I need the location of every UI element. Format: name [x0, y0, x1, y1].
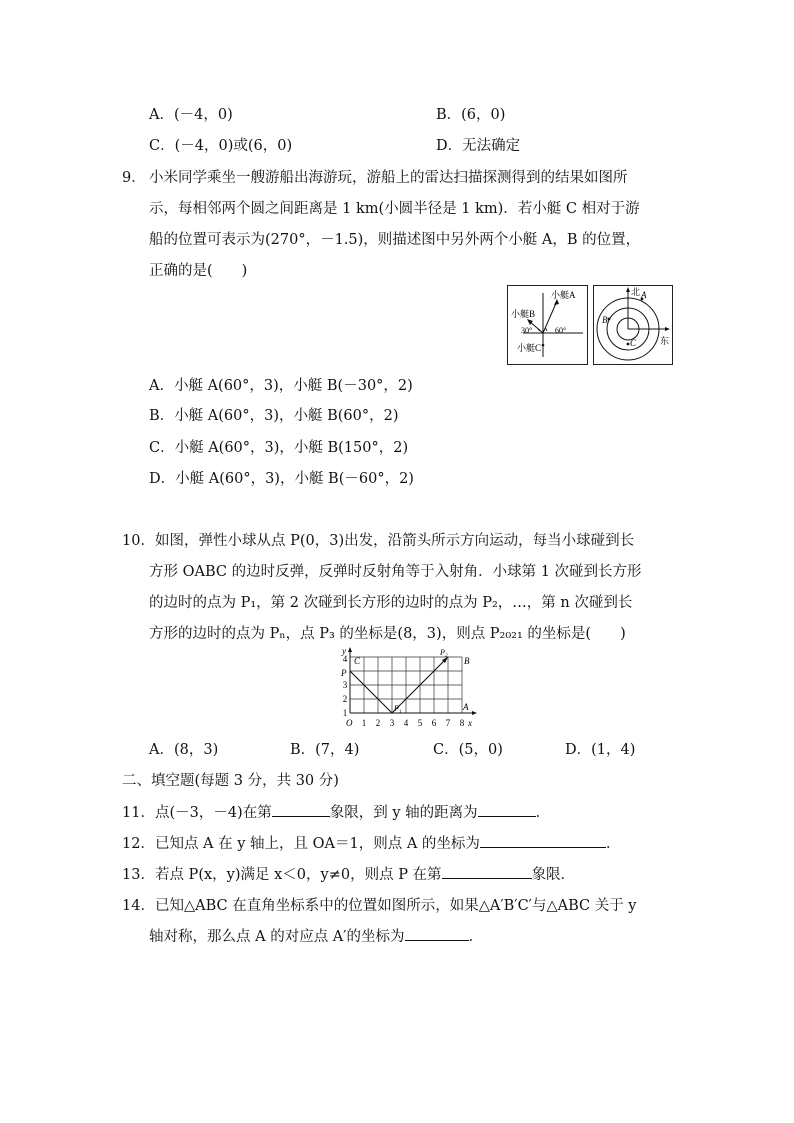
point-a-label: A [463, 702, 469, 712]
section-2-heading: 二、填空题(每题 3 分，共 30 分) [122, 773, 339, 789]
x-tick-label: 7 [445, 718, 451, 728]
q13 [122, 863, 575, 884]
q9-option-a: A．小艇 A(60°，3)，小艇 B(－30°，2) [149, 378, 413, 394]
point-b-label: B [464, 656, 470, 666]
q9-option-d: D．小艇 A(60°，3)，小艇 B(－60°，2) [149, 471, 414, 487]
q11-number: 11． [122, 805, 155, 821]
q11-text-2: 象限，到 y 轴的距离为 [329, 805, 478, 821]
angle-60-label: 60° [555, 326, 567, 335]
q8-option-b: B．(6，0) [436, 107, 506, 123]
x-tick-label: 8 [459, 718, 465, 728]
x-tick-label: 2 [375, 718, 381, 728]
boat-c-label: C [630, 338, 637, 348]
q11-text-3: ． [535, 805, 551, 821]
q11-blank-quadrant[interactable] [272, 802, 330, 817]
x-tick-label: 1 [361, 718, 367, 728]
x-axis-arrowhead [472, 711, 477, 715]
q9-option-c: C．小艇 A(60°，3)，小艇 B(150°，2) [149, 440, 409, 456]
angle-60-arc [545, 328, 547, 331]
y-tick-label: 3 [342, 680, 348, 690]
point-c-label: C [354, 656, 361, 666]
q14-text-2: 轴对称，那么点 A 的对应点 A′的坐标为 [149, 929, 405, 945]
x-tick-label: 6 [431, 718, 437, 728]
q14-line-2 [149, 925, 483, 946]
q10-stem-line-3: 的边时的点为 P₁，第 2 次碰到长方形的边时的点为 P₂，…，第 n 次碰到长 [149, 595, 633, 611]
q8-option-d: D．无法确定 [436, 138, 521, 154]
y-tick-label: 2 [342, 694, 348, 704]
y-tick-label: 4 [342, 654, 348, 664]
q8-option-a: A．(－4，0) [149, 107, 233, 123]
q9-stem-line-3: 船的位置可表示为(270°，－1.5)，则描述图中另外两个小艇 A，B 的位置， [149, 232, 641, 248]
q14-text-3: ． [468, 929, 484, 945]
x-tick-label: 5 [417, 718, 423, 728]
q12-text-1: 已知点 A 在 y 轴上，且 OA＝1，则点 A 的坐标为 [154, 836, 480, 852]
q10-number: 10． [122, 533, 155, 549]
q13-text-1: 若点 P(x，y)满足 x＜0，y≠0，则点 P 在第 [154, 867, 442, 883]
q13-text-2: 象限． [531, 867, 576, 883]
q14-number: 14． [122, 898, 155, 914]
point-p2-label: P₂ [440, 648, 448, 657]
point-p1-label: P₁ [394, 704, 402, 713]
q10-stem-line-1: 如图，弹性小球从点 P(0，3)出发，沿箭头所示方向运动，每当小球碰到长 [155, 533, 635, 549]
boat-b-label: B [602, 315, 608, 325]
x-tick-label: 4 [403, 718, 409, 728]
boat-b-dot [608, 318, 611, 321]
boat-c-dot [542, 344, 545, 347]
q14-line-1 [122, 894, 637, 915]
north-label: 北 [631, 287, 641, 297]
q9-option-b: B．小艇 A(60°，3)，小艇 B(60°，2) [149, 408, 399, 424]
q9-stem-line-1: 小米同学乘坐一艘游船出海游玩，游船上的雷达扫描探测得到的结果如图所 [149, 170, 628, 186]
x-axis-label: x [468, 718, 472, 728]
q10-option-a: A．(8，3) [149, 742, 219, 758]
q10-stem-line-4: 方形的边时的点为 Pₙ，点 P₃ 的坐标是(8，3)，则点 P₂₀₂₁ 的坐标是( ) [149, 626, 626, 642]
q11-blank-distance[interactable] [478, 802, 536, 817]
north-arrowhead [626, 287, 630, 292]
q10-option-b: B．(7，4) [290, 742, 360, 758]
boat-a-label: A [641, 290, 647, 300]
angle-30-label: 30° [521, 326, 533, 335]
q12 [122, 832, 620, 853]
q9-stem-line-2: 示，每相邻两个圆之间距离是 1 km(小圆半径是 1 km)．若小艇 C 相对于游 [149, 201, 640, 217]
q10-option-c: C．(5，0) [433, 742, 503, 758]
y-axis-label: y [342, 646, 346, 656]
figure-frame [594, 286, 673, 365]
q11 [122, 801, 550, 822]
boat-a-label: 小艇A [551, 290, 576, 300]
q8-option-c: C．(－4，0)或(6，0) [149, 138, 293, 154]
q14-blank-coordinate[interactable] [405, 926, 469, 941]
point-p-label: P [341, 668, 347, 678]
origin-label: O [346, 718, 353, 728]
q13-blank-quadrant[interactable] [442, 864, 532, 879]
q10-coordinate-graph [340, 646, 480, 730]
q11-text-1: 点(－3，－4)在第 [154, 805, 272, 821]
boat-b-label: 小艇B [511, 309, 536, 319]
q9-number: 9． [122, 170, 146, 186]
q9-bearing-figure [507, 285, 588, 365]
east-arrowhead [665, 327, 670, 331]
q10-option-d: D．(1，4) [565, 742, 636, 758]
y-axis-arrowhead [348, 647, 352, 652]
east-label: 东 [660, 336, 670, 346]
q14-text-1: 已知△ABC 在直角坐标系中的位置如图所示，如果△A′B′C′与△ABC 关于 y [154, 898, 637, 914]
q10-stem-line-2: 方形 OABC 的边时反弹，反弹时反射角等于入射角．小球第 1 次碰到长方形 [149, 564, 642, 580]
q13-number: 13． [122, 867, 155, 883]
grid [350, 657, 462, 713]
boat-c-label: 小艇C [517, 343, 542, 353]
q12-number: 12． [122, 836, 155, 852]
q12-blank-coordinate[interactable] [480, 833, 606, 848]
q9-stem-line-4: 正确的是( ) [149, 263, 248, 279]
y-tick-label: 1 [342, 708, 348, 718]
q9-radar-figure [593, 285, 673, 365]
x-tick-label: 3 [389, 718, 395, 728]
q12-text-2: ． [605, 836, 621, 852]
boat-c-dot [627, 343, 630, 346]
